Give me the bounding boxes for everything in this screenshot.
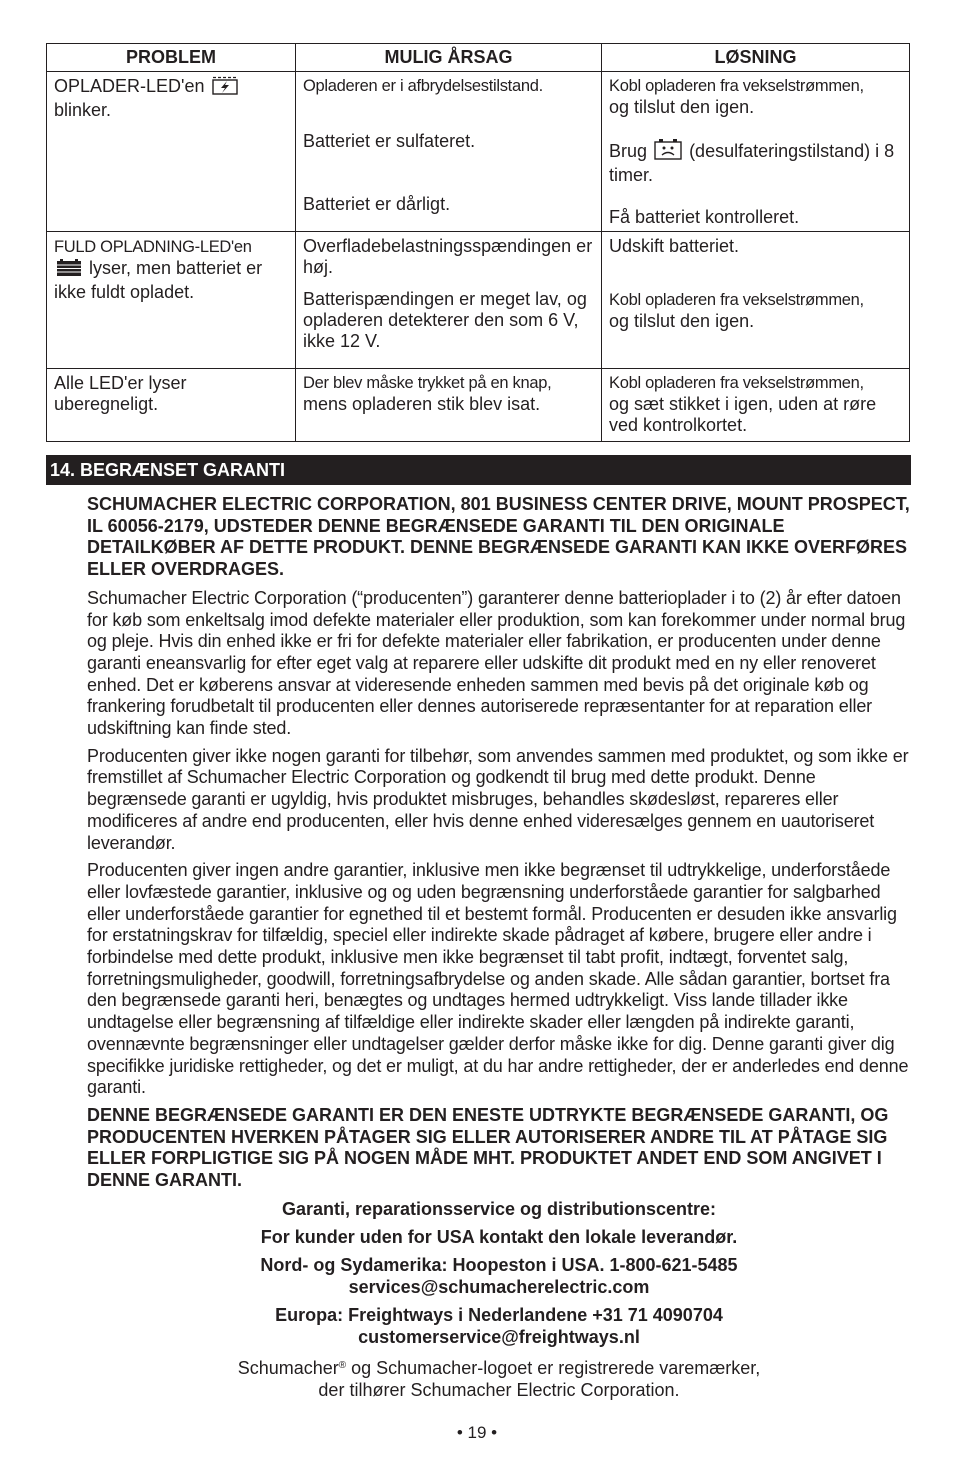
solution-cell <box>602 369 910 442</box>
cause-text: Der blev måske trykket på en knap, <box>303 374 552 392</box>
problem-cell <box>47 232 296 369</box>
solution-text: Udskift batteriet. <box>609 236 740 256</box>
registered-mark: ® <box>338 1359 347 1371</box>
header-solution: LØSNING <box>602 44 910 72</box>
americas-email: services@schumacherelectric.com <box>348 1276 650 1297</box>
warranty-content <box>87 494 911 1401</box>
cause-text: Batteriet er dårligt. <box>303 194 451 214</box>
solution-text: (desulfateringstilstand) i 8 timer. <box>609 141 895 185</box>
solution-cell <box>602 72 910 232</box>
cause-text: Batterispændingen er meget lav, og opladeren detekterer den som 6 V, ikke 12 V. <box>303 289 587 351</box>
europe-phone: Europa: Freightways i Nederlandene +31 71 4090704 <box>275 1304 723 1325</box>
section-title: BEGRÆNSET GARANTI <box>80 460 286 480</box>
table-row <box>47 72 910 232</box>
page-number: • 19 • <box>456 1423 498 1442</box>
solution-text: og tilslut den igen. <box>609 311 755 331</box>
solution-text: Få batteriet kontrolleret. <box>609 207 800 227</box>
trademark-line1: og Schumacher-logoet er registrerede varemærker, <box>346 1357 761 1378</box>
header-cause: MULIG ÅRSAG <box>296 44 602 72</box>
contacts-non-usa: For kunder uden for USA kontakt den lokale leverandør. <box>260 1226 738 1247</box>
europe-email: customerservice@freightways.nl <box>358 1326 640 1347</box>
contacts-americas <box>87 1254 911 1298</box>
solution-text: Kobl opladeren fra vekselstrømmen, <box>609 77 864 95</box>
problem-cell <box>47 72 296 232</box>
cause-text: Batteriet er sulfateret. <box>303 131 476 151</box>
full-charge-icon <box>56 259 82 282</box>
warranty-paragraph: Schumacher Electric Corporation (“producenten”) garanterer denne batterioplader i to (2) år efter datoen for køb som enkeltsalg imod defekte materialer eller produktion, som kan forekommer under normal brug og pleje. Hvis din enhed ikke er fri for defekte materialer eller fabrikation, er producenten under denne garanti eneansvarlig for efter eget valg at reparere eller udskifte dit produkt med en ny eller renoveret enhed. Det er køberens ansvar at videresende enheden sammen med bevis på det originale køb og frankering forudbetalt til producenten eller dennes autoriserede repræsentanter for at reparation eller udskiftning kan finde sted. <box>87 587 906 739</box>
trademark-notice <box>87 1357 911 1401</box>
cause-cell <box>296 72 602 232</box>
section-number: 14. <box>50 460 76 480</box>
desulfation-battery-icon <box>654 138 682 165</box>
cause-cell <box>296 369 602 442</box>
problem-cell: Alle LED'er lyser uberegneligt. <box>47 369 296 442</box>
cause-text: Opladeren er i afbrydelsestilstand. <box>303 77 543 95</box>
solution-text: og tilslut den igen. <box>609 97 755 117</box>
americas-phone: Nord- og Sydamerika: Hoopeston i USA. 1-800-621-5485 <box>260 1254 738 1275</box>
contacts-europe <box>87 1304 911 1348</box>
cause-text: mens opladeren stik blev isat. <box>303 394 541 414</box>
section-heading <box>46 455 911 485</box>
header-problem: PROBLEM <box>47 44 296 72</box>
table-row <box>47 369 910 442</box>
solution-text: Brug <box>609 141 648 161</box>
trademark-line2: der tilhører Schumacher Electric Corporation. <box>318 1379 680 1400</box>
warranty-paragraph: Producenten giver ingen andre garantier, inklusive men ikke begrænset til udtrykkelige, underforståede eller lovfæstede garantier, inklusive og og uden begrænsning underforståede garantier for salgbarhed eller underforståede garantier for egnethed til et bestemt formål. Producenten er desuden ikke ansvarlig for erstatningskrav for tilfældig, speciel eller indirekte skade pådraget af købere, brugere eller andre i forbindelse med dette produkt, inklusive men ikke begrænset til tabt profit, indtægt, forventet salg, forretningsmuligheder, goodwill, forretningsafbrydelse og anden skade. Alle sådan garantier, bortset fra den begrænsede garanti heri, benægtes og undtages hermed udtrykkeligt. Viss lande tillader ikke undtagelse eller begrænsning af tilfældige eller indirekte skader eller længden på indirekte garanti, ovennævnte begrænsninger eller undtagelser gælder derfor måske ikke for dig. Denne garanti giver dig specifikke juridiske rettigheder, og det er muligt, at du har andre rettigheder, der er anderledes end denne garanti. <box>87 860 909 1098</box>
solution-text: Kobl opladeren fra vekselstrømmen, <box>609 291 864 309</box>
problem-text-cont: lyser, men batteriet er ikke fuldt opladet. <box>54 258 263 302</box>
contacts-heading: Garanti, reparationsservice og distributionscentre: <box>281 1198 717 1219</box>
solution-text: Kobl opladeren fra vekselstrømmen, <box>609 374 864 392</box>
troubleshooting-table <box>46 43 910 442</box>
warranty-paragraph: Producenten giver ikke nogen garanti for tilbehør, som anvendes sammen med produktet, og som ikke er fremstillet af Schumacher Electric Corporation og godkendt til brug med dette produkt. Denne begrænsede garanti er ugyldig, hvis produktet misbruges, behandles skødesløst, repareres eller modificeres af andre end producenten, eller hvis denne enhed videresælges gennem en uautoriseret leverandør. <box>87 745 909 853</box>
cause-cell <box>296 232 602 369</box>
problem-text-cont: blinker. <box>54 100 112 120</box>
solution-text-block <box>609 138 903 186</box>
solution-cell <box>602 232 910 369</box>
problem-text: FULD OPLADNING-LED'en <box>54 238 252 256</box>
warranty-closing: DENNE BEGRÆNSEDE GARANTI ER DEN ENESTE UDTRYKTE BEGRÆNSEDE GARANTI, OG PRODUCENTEN HVERKEN PÅTAGER SIG ELLER AUTORISERER ANDRE TIL AT PÅTAGE SIG ELLER FORPLIGTIGE SIG PÅ NOGEN MÅDE MHT. PRODUKTET ANDET END SOM ANGIVET I DENNE GARANTI. <box>87 1104 889 1191</box>
cause-text: Overfladebelastningsspændingen er høj. <box>303 236 593 277</box>
table-header-row <box>47 44 910 72</box>
solution-text: og sæt stikket i igen, uden at røre ved kontrolkortet. <box>609 394 877 435</box>
problem-text: OPLADER-LED'en <box>54 76 205 96</box>
table-row <box>47 232 910 369</box>
warranty-intro: SCHUMACHER ELECTRIC CORPORATION, 801 BUSINESS CENTER DRIVE, MOUNT PROSPECT, IL 60056-2179, UDSTEDER DENNE BEGRÆNSEDE GARANTI TIL DEN ORIGINALE DETAILKØBER AF DETTE PRODUKT. DENNE BEGRÆNSEDE GARANTI KAN IKKE OVERFØRES ELLER OVERDRAGES. <box>87 494 910 580</box>
trademark-brand: Schumacher <box>237 1357 339 1378</box>
charging-battery-icon <box>212 76 238 100</box>
